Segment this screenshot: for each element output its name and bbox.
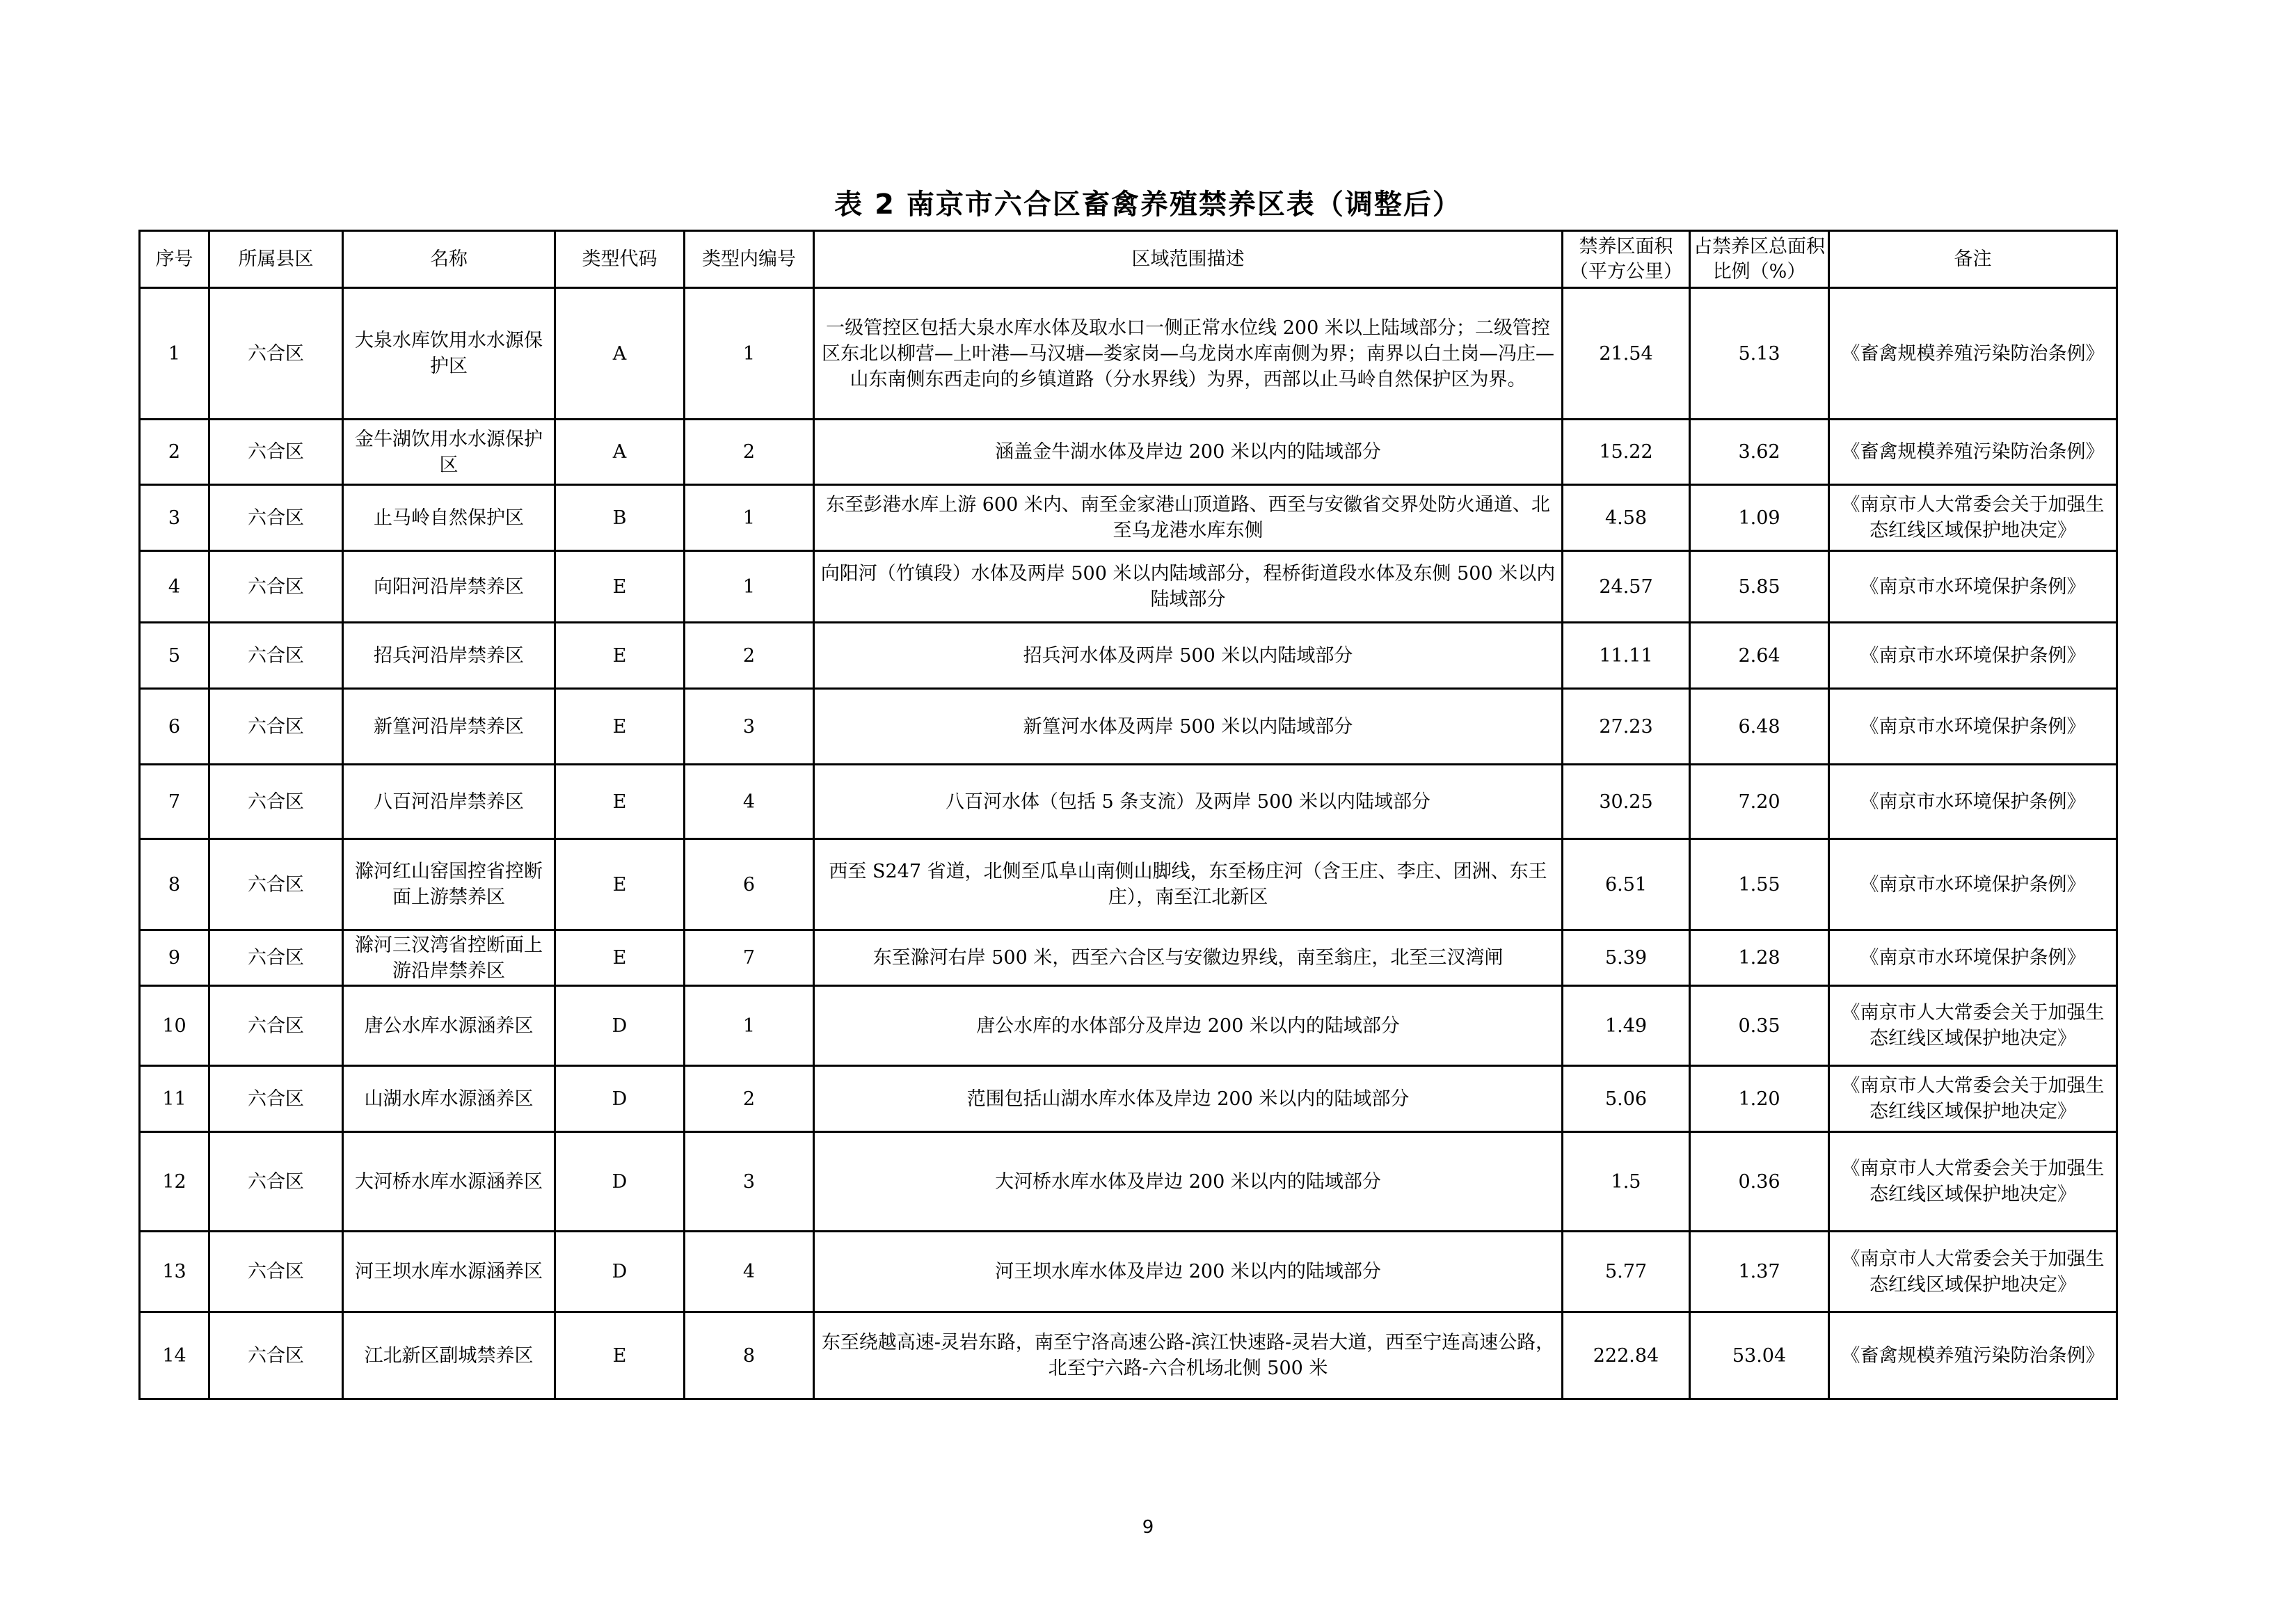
cell-county: 六合区	[209, 1232, 343, 1312]
cell-type-no: 2	[685, 420, 814, 485]
cell-ratio: 5.85	[1690, 551, 1829, 623]
cell-type-code: E	[555, 623, 685, 689]
cell-type-code: B	[555, 485, 685, 551]
col-header-seq: 序号	[140, 231, 209, 288]
cell-type-no: 3	[685, 689, 814, 765]
cell-scope: 西至 S247 省道，北侧至瓜阜山南侧山脚线，东至杨庄河（含王庄、李庄、团洲、东王庄），南至江北新区	[814, 839, 1563, 930]
cell-type-code: D	[555, 1066, 685, 1132]
cell-area: 1.5	[1563, 1132, 1690, 1232]
cell-type-code: A	[555, 420, 685, 485]
cell-ratio: 0.36	[1690, 1132, 1829, 1232]
cell-ratio: 1.20	[1690, 1066, 1829, 1132]
cell-note: 《南京市人大常委会关于加强生态红线区域保护地决定》	[1829, 986, 2117, 1066]
cell-area: 30.25	[1563, 765, 1690, 839]
cell-scope: 招兵河水体及两岸 500 米以内陆域部分	[814, 623, 1563, 689]
cell-seq: 10	[140, 986, 209, 1066]
col-header-name: 名称	[343, 231, 555, 288]
cell-scope: 河王坝水库水体及岸边 200 米以内的陆域部分	[814, 1232, 1563, 1312]
cell-area: 15.22	[1563, 420, 1690, 485]
cell-note: 《南京市水环境保护条例》	[1829, 551, 2117, 623]
cell-seq: 6	[140, 689, 209, 765]
table-row	[140, 1232, 2117, 1312]
cell-ratio: 0.35	[1690, 986, 1829, 1066]
cell-area: 5.39	[1563, 930, 1690, 986]
cell-county: 六合区	[209, 1066, 343, 1132]
table-row	[140, 839, 2117, 930]
cell-note: 《南京市人大常委会关于加强生态红线区域保护地决定》	[1829, 1066, 2117, 1132]
cell-type-no: 4	[685, 765, 814, 839]
cell-note: 《南京市水环境保护条例》	[1829, 930, 2117, 986]
cell-note: 《南京市人大常委会关于加强生态红线区域保护地决定》	[1829, 1132, 2117, 1232]
cell-type-no: 4	[685, 1232, 814, 1312]
cell-name: 招兵河沿岸禁养区	[343, 623, 555, 689]
table-title: 表 2 南京市六合区畜禽养殖禁养区表（调整后）	[834, 189, 1462, 221]
cell-name: 河王坝水库水源涵养区	[343, 1232, 555, 1312]
cell-note: 《南京市人大常委会关于加强生态红线区域保护地决定》	[1829, 1232, 2117, 1312]
cell-ratio: 6.48	[1690, 689, 1829, 765]
header-row	[140, 231, 2117, 288]
cell-seq: 2	[140, 420, 209, 485]
cell-ratio: 1.28	[1690, 930, 1829, 986]
cell-type-no: 1	[685, 986, 814, 1066]
cell-type-code: E	[555, 1312, 685, 1399]
cell-type-code: D	[555, 1232, 685, 1312]
cell-county: 六合区	[209, 930, 343, 986]
cell-type-no: 6	[685, 839, 814, 930]
cell-county: 六合区	[209, 765, 343, 839]
cell-type-no: 1	[685, 288, 814, 420]
cell-seq: 3	[140, 485, 209, 551]
cell-scope: 唐公水库的水体部分及岸边 200 米以内的陆域部分	[814, 986, 1563, 1066]
cell-name: 滁河三汊湾省控断面上游沿岸禁养区	[343, 930, 555, 986]
table-row	[140, 765, 2117, 839]
table-row	[140, 623, 2117, 689]
cell-scope: 新篁河水体及两岸 500 米以内陆域部分	[814, 689, 1563, 765]
cell-seq: 9	[140, 930, 209, 986]
cell-name: 止马岭自然保护区	[343, 485, 555, 551]
cell-area: 5.06	[1563, 1066, 1690, 1132]
col-header-scope: 区域范围描述	[814, 231, 1563, 288]
cell-type-no: 8	[685, 1312, 814, 1399]
cell-name: 向阳河沿岸禁养区	[343, 551, 555, 623]
cell-type-no: 2	[685, 623, 814, 689]
cell-county: 六合区	[209, 420, 343, 485]
cell-scope: 东至绕越高速-灵岩东路，南至宁洛高速公路-滨江快速路-灵岩大道，西至宁连高速公路，北至宁六路-六合机场北侧 500 米	[814, 1312, 1563, 1399]
cell-scope: 东至滁河右岸 500 米，西至六合区与安徽边界线，南至翁庄，北至三汊湾闸	[814, 930, 1563, 986]
table-row	[140, 930, 2117, 986]
cell-type-no: 7	[685, 930, 814, 986]
table-row	[140, 485, 2117, 551]
cell-area: 5.77	[1563, 1232, 1690, 1312]
cell-note: 《南京市水环境保护条例》	[1829, 623, 2117, 689]
cell-note: 《畜禽规模养殖污染防治条例》	[1829, 420, 2117, 485]
cell-type-code: D	[555, 1132, 685, 1232]
cell-name: 新篁河沿岸禁养区	[343, 689, 555, 765]
table-row	[140, 288, 2117, 420]
cell-ratio: 3.62	[1690, 420, 1829, 485]
cell-type-code: D	[555, 986, 685, 1066]
cell-ratio: 5.13	[1690, 288, 1829, 420]
cell-seq: 5	[140, 623, 209, 689]
col-header-type-no: 类型内编号	[685, 231, 814, 288]
cell-county: 六合区	[209, 551, 343, 623]
cell-type-code: A	[555, 288, 685, 420]
cell-name: 八百河沿岸禁养区	[343, 765, 555, 839]
cell-name: 大泉水库饮用水水源保护区	[343, 288, 555, 420]
table-row	[140, 1066, 2117, 1132]
cell-type-no: 3	[685, 1132, 814, 1232]
cell-scope: 大河桥水库水体及岸边 200 米以内的陆域部分	[814, 1132, 1563, 1232]
cell-county: 六合区	[209, 623, 343, 689]
cell-county: 六合区	[209, 288, 343, 420]
cell-note: 《南京市水环境保护条例》	[1829, 839, 2117, 930]
table-row	[140, 1132, 2117, 1232]
cell-type-code: E	[555, 689, 685, 765]
cell-name: 山湖水库水源涵养区	[343, 1066, 555, 1132]
cell-county: 六合区	[209, 986, 343, 1066]
cell-county: 六合区	[209, 1132, 343, 1232]
table-row	[140, 986, 2117, 1066]
cell-type-no: 1	[685, 551, 814, 623]
col-header-county: 所属县区	[209, 231, 343, 288]
cell-scope: 范围包括山湖水库水体及岸边 200 米以内的陆域部分	[814, 1066, 1563, 1132]
cell-note: 《南京市人大常委会关于加强生态红线区域保护地决定》	[1829, 485, 2117, 551]
cell-ratio: 53.04	[1690, 1312, 1829, 1399]
cell-name: 江北新区副城禁养区	[343, 1312, 555, 1399]
cell-area: 24.57	[1563, 551, 1690, 623]
cell-ratio: 2.64	[1690, 623, 1829, 689]
cell-seq: 1	[140, 288, 209, 420]
cell-area: 6.51	[1563, 839, 1690, 930]
cell-seq: 14	[140, 1312, 209, 1399]
cell-ratio: 1.37	[1690, 1232, 1829, 1312]
cell-seq: 11	[140, 1066, 209, 1132]
table-row	[140, 689, 2117, 765]
cell-area: 1.49	[1563, 986, 1690, 1066]
col-header-type-code: 类型代码	[555, 231, 685, 288]
cell-name: 金牛湖饮用水水源保护区	[343, 420, 555, 485]
cell-scope: 向阳河（竹镇段）水体及两岸 500 米以内陆域部分，程桥街道段水体及东侧 500 米以内陆域部分	[814, 551, 1563, 623]
cell-note: 《畜禽规模养殖污染防治条例》	[1829, 288, 2117, 420]
table-row	[140, 551, 2117, 623]
cell-county: 六合区	[209, 839, 343, 930]
cell-type-code: E	[555, 765, 685, 839]
cell-name: 大河桥水库水源涵养区	[343, 1132, 555, 1232]
col-header-note: 备注	[1829, 231, 2117, 288]
cell-type-no: 2	[685, 1066, 814, 1132]
livestock-ban-zone-table	[138, 230, 2118, 1400]
cell-ratio: 1.09	[1690, 485, 1829, 551]
cell-scope: 东至彭港水库上游 600 米内、南至金家港山顶道路、西至与安徽省交界处防火通道、北至乌龙港水库东侧	[814, 485, 1563, 551]
page-number: 9	[1142, 1517, 1154, 1538]
col-header-area: 禁养区面积（平方公里）	[1563, 231, 1690, 288]
cell-type-code: E	[555, 930, 685, 986]
cell-type-no: 1	[685, 485, 814, 551]
cell-type-code: E	[555, 839, 685, 930]
cell-scope: 涵盖金牛湖水体及岸边 200 米以内的陆域部分	[814, 420, 1563, 485]
cell-seq: 4	[140, 551, 209, 623]
cell-ratio: 7.20	[1690, 765, 1829, 839]
cell-area: 27.23	[1563, 689, 1690, 765]
cell-county: 六合区	[209, 485, 343, 551]
cell-seq: 13	[140, 1232, 209, 1312]
cell-note: 《畜禽规模养殖污染防治条例》	[1829, 1312, 2117, 1399]
cell-county: 六合区	[209, 1312, 343, 1399]
cell-county: 六合区	[209, 689, 343, 765]
cell-scope: 一级管控区包括大泉水库水体及取水口一侧正常水位线 200 米以上陆域部分；二级管控区东北以柳营—上叶港—马汉塘—娄家岗—乌龙岗水库南侧为界；南界以白土岗—冯庄—山东南侧东西走向的乡镇道路（分水界线）为界，西部以止马岭自然保护区为界。	[814, 288, 1563, 420]
cell-area: 222.84	[1563, 1312, 1690, 1399]
cell-area: 21.54	[1563, 288, 1690, 420]
table-row	[140, 1312, 2117, 1399]
cell-name: 唐公水库水源涵养区	[343, 986, 555, 1066]
cell-scope: 八百河水体（包括 5 条支流）及两岸 500 米以内陆域部分	[814, 765, 1563, 839]
cell-name: 滁河红山窑国控省控断面上游禁养区	[343, 839, 555, 930]
cell-seq: 7	[140, 765, 209, 839]
cell-seq: 8	[140, 839, 209, 930]
cell-note: 《南京市水环境保护条例》	[1829, 765, 2117, 839]
cell-note: 《南京市水环境保护条例》	[1829, 689, 2117, 765]
cell-ratio: 1.55	[1690, 839, 1829, 930]
cell-area: 11.11	[1563, 623, 1690, 689]
table-row	[140, 420, 2117, 485]
cell-seq: 12	[140, 1132, 209, 1232]
cell-area: 4.58	[1563, 485, 1690, 551]
cell-type-code: E	[555, 551, 685, 623]
col-header-ratio: 占禁养区总面积比例（%）	[1690, 231, 1829, 288]
